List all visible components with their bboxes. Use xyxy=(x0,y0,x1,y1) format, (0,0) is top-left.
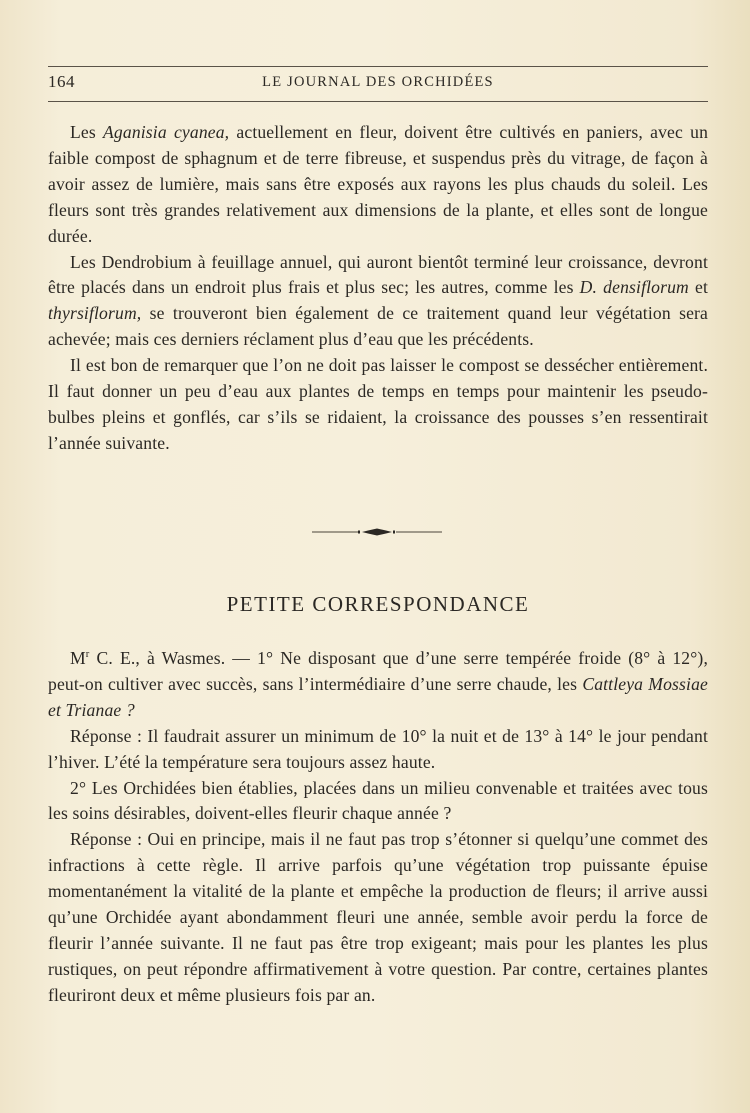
running-header xyxy=(48,72,708,96)
paragraph: Réponse : Oui en principe, mais il ne faut pas trop s’étonner si quelqu’une commet des infractions à cette règle. Il arrive parfois qu’une végétation trop puissante épuise momentanément la vitalité de la plante et empêche la production de fleurs; il arrive aussi qu’une Orchidée ayant abondamment fleuri une année, semble avoir perdu la force de fleurir l’année suivante. Il ne faut pas être trop exigeant; mais pour les plantes les plus rustiques, on peut répondre affirmativement à votre question. Par contre, certaines plantes fleuriront deux et même plusieurs fois par an. xyxy=(48,829,708,1005)
paragraph: Réponse : Il faudrait assurer un minimum de 10° la nuit et de 13° à 14° le jour pendant l’hiver. L’été la température sera toujours assez haute. xyxy=(48,725,708,772)
species-name: D. densiflorum xyxy=(579,277,689,298)
header-top-rule xyxy=(48,66,708,67)
section-ornament xyxy=(312,524,442,540)
text-run: C. E., à Wasmes. — 1° Ne disposant que d’une serre tempérée froide (8° à 12°), peut-on cultiver avec succès, sans l’intermédiaire d’une serre chaude, les xyxy=(48,648,708,694)
text-run: et xyxy=(688,277,708,298)
header-bottom-rule xyxy=(48,101,708,102)
species-name: Aganisia cyanea, xyxy=(103,122,230,142)
text-run: actuellement en fleur, doivent être cultivés en paniers, avec un faible compost de sphagnum et de terre fibreuse, et suspendus près du vitrage, de façon à avoir assez de lumière, mais sans être exposés aux rayons les plus chauds du soleil. Les fleurs sont très grandes relativement aux dimensions de la plante, et elles sont de longue durée. xyxy=(48,122,709,246)
paragraph: 2° Les Orchidées bien établies, placées dans un milieu convenable et traitées avec tous les soins désirables, doivent-elles fleurir chaque année ? xyxy=(48,777,708,824)
paragraph: Il est bon de remarquer que l’on ne doit pas laisser le compost se dessécher entièrement. Il faut donner un peu d’eau aux plantes de temps en temps pour maintenir les pseudo-bulbes pleins et gonflés, car s’ils se ridaient, la croissance des pousses s’en ressentirait l’année suivante. xyxy=(48,355,708,453)
running-title: LE JOURNAL DES ORCHIDÉES xyxy=(262,74,494,90)
paragraph xyxy=(48,120,708,250)
page-number: 164 xyxy=(48,72,75,91)
text-run: Les xyxy=(70,122,104,142)
correspondance-body xyxy=(48,646,708,1009)
superscript: r xyxy=(85,649,90,661)
paragraph xyxy=(48,646,708,724)
species-name: thyrsiflorum, xyxy=(48,303,142,324)
text-run: M xyxy=(70,648,86,668)
species-name: Cattleya Mossiae et Trianae ? xyxy=(48,673,708,720)
article-body xyxy=(48,120,708,457)
paragraph xyxy=(48,250,708,354)
section-title: PETITE CORRESPONDANCE xyxy=(226,592,530,616)
text-run: se trouveront bien également de ce traitement quand leur végétation sera achevée; mais ces derniers réclament plus d’eau que les précédents. xyxy=(48,303,708,350)
text-run: Les Dendrobium à feuillage annuel, qui auront bientôt terminé leur croissance, devront être placés dans un endroit plus frais et plus sec; les autres, comme les xyxy=(48,251,708,298)
